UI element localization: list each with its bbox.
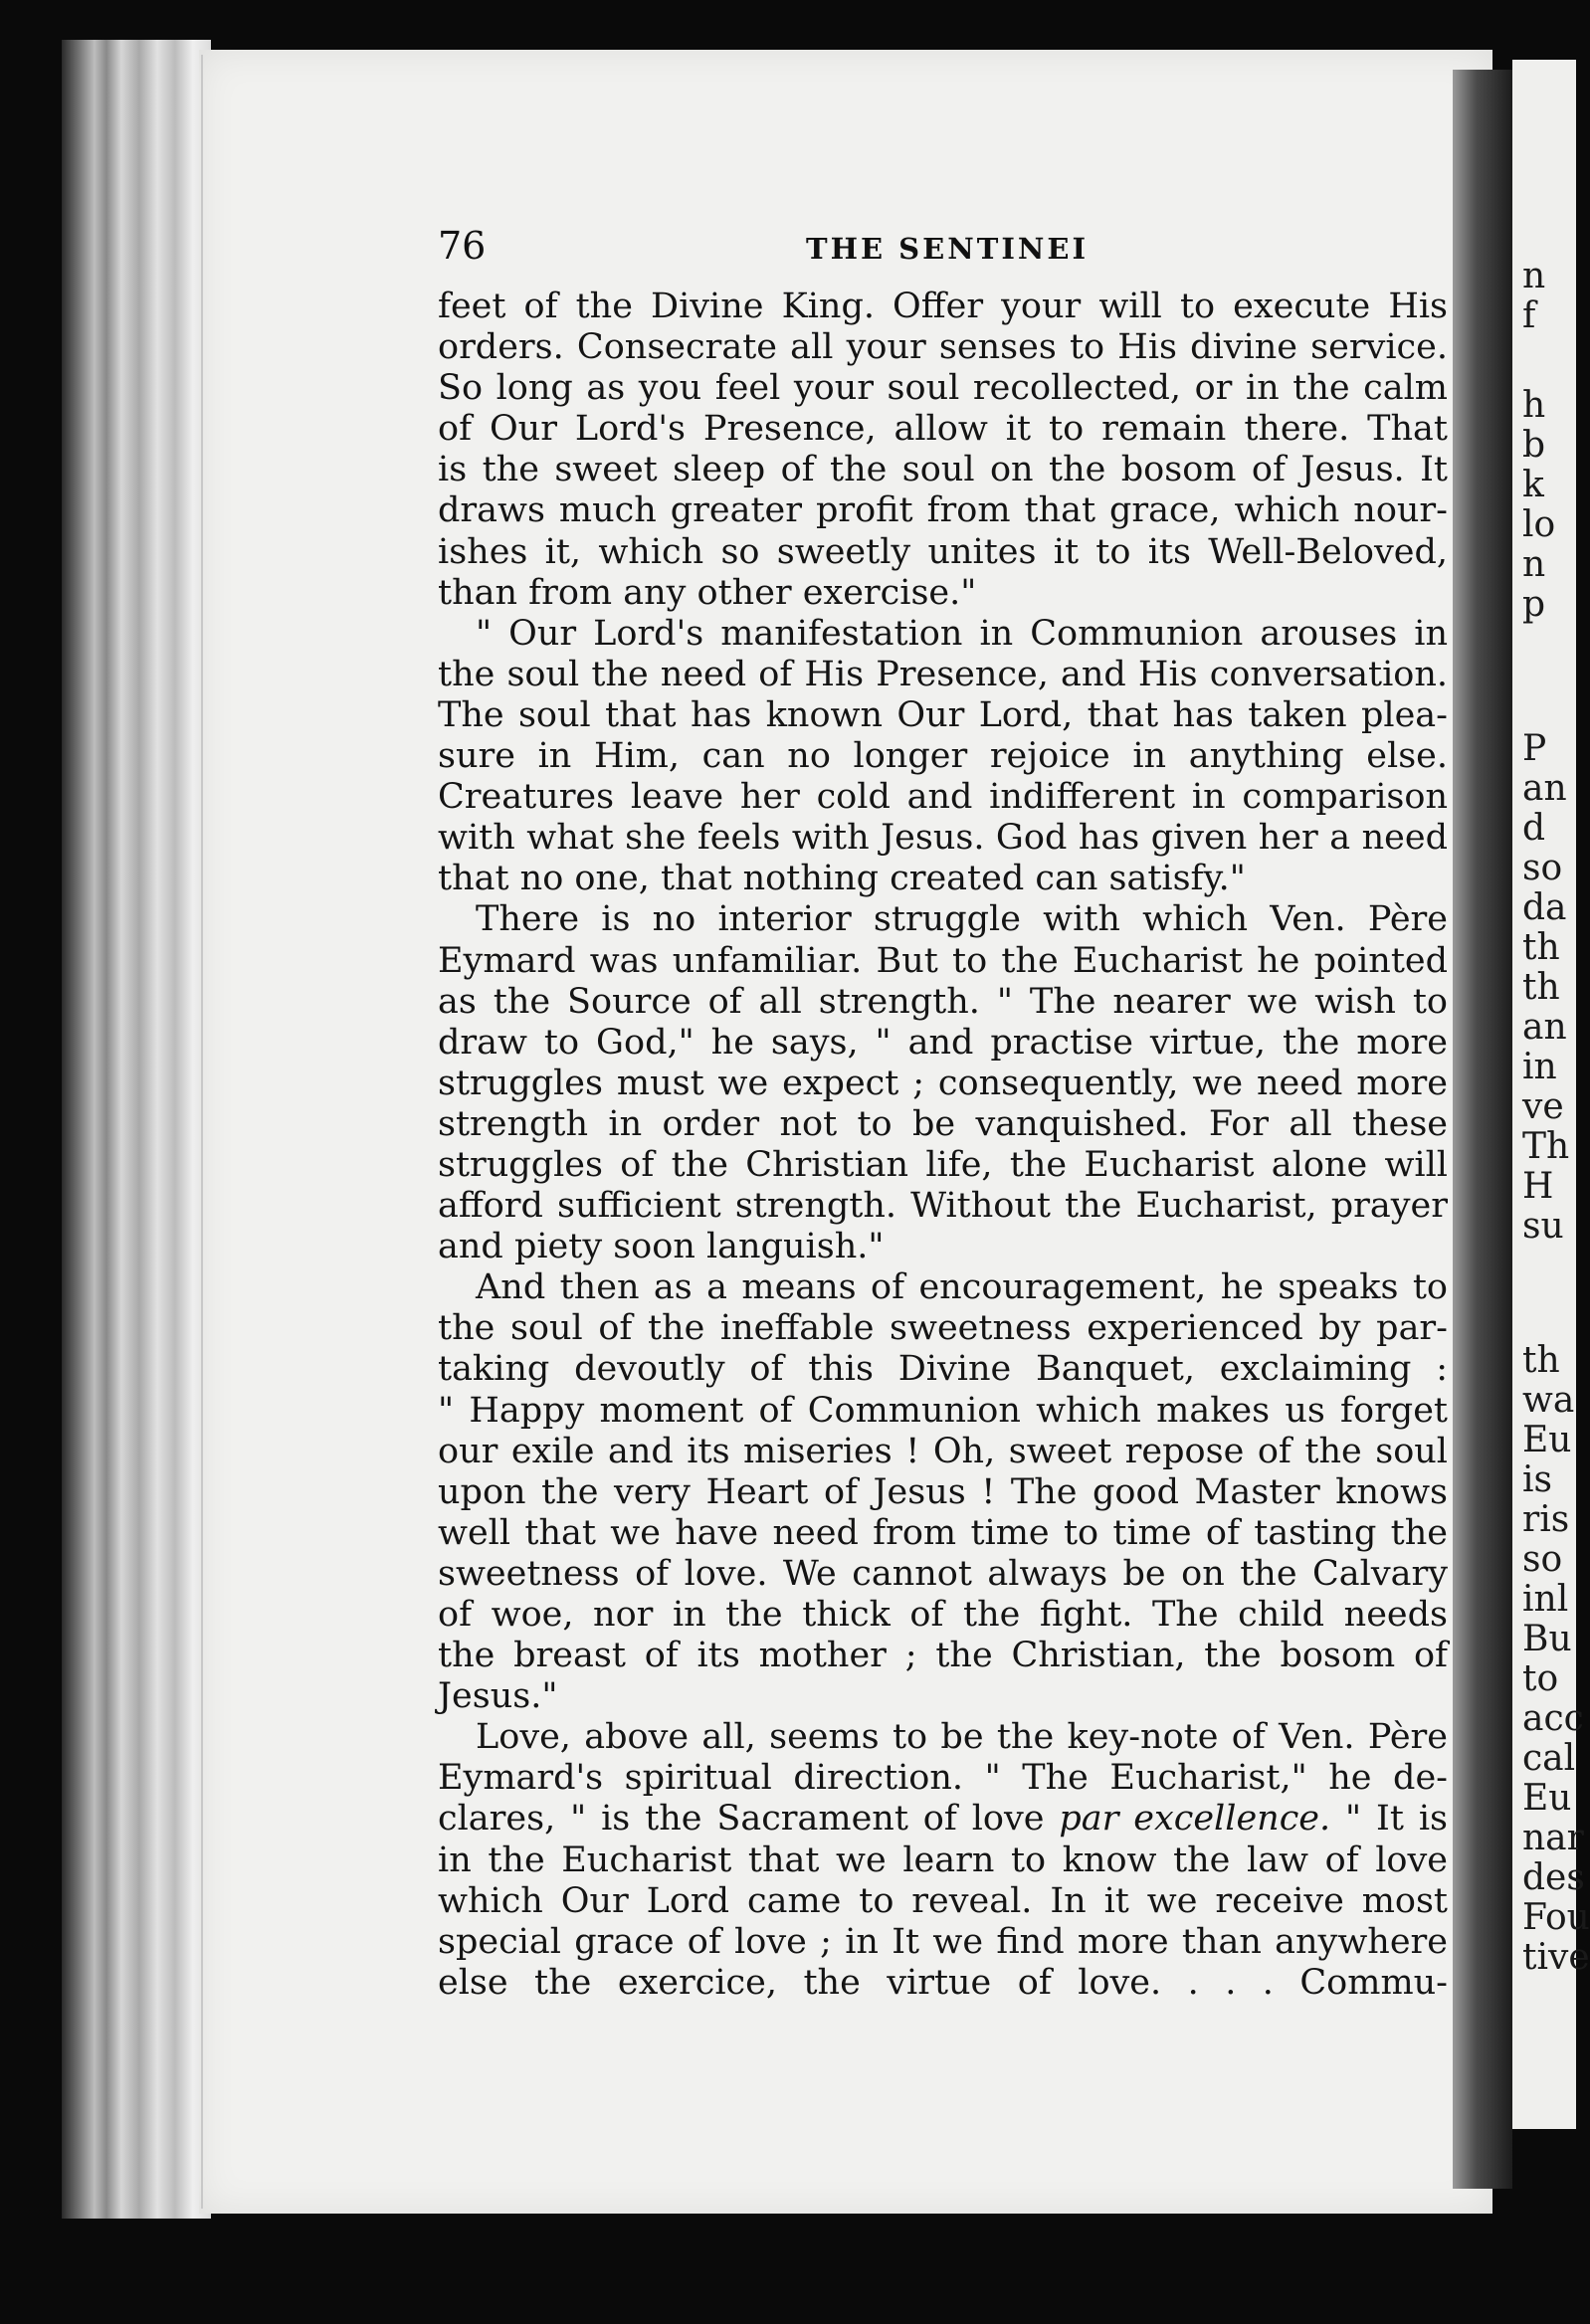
text-line: " Our Lord's manifestation in Communion arouses in <box>476 613 1448 654</box>
adjacent-page-fragment: to <box>1522 1658 1559 1699</box>
adjacent-page-fragment: des <box>1522 1857 1585 1898</box>
adjacent-page-fragment: is <box>1522 1459 1552 1500</box>
text-line: sweetness of love. We cannot always be on the Calvary <box>438 1553 1448 1594</box>
text-line: special grace of love ; in It we find more than anywhere <box>438 1921 1448 1962</box>
text-line: There is no interior struggle with which Ven. Père <box>476 899 1448 940</box>
adjacent-page-fragment: n <box>1522 256 1546 296</box>
adjacent-page-fragment: P <box>1522 728 1547 769</box>
page-border-line <box>201 55 203 2209</box>
text-line: in the Eucharist that we learn to know the law of love <box>438 1840 1448 1880</box>
adjacent-page-fragment: cal <box>1522 1738 1576 1779</box>
text-line: Eymard was unfamiliar. But to the Eucharist he pointed <box>438 940 1448 981</box>
text-line: than from any other exercise." <box>438 572 977 613</box>
text-line: " Happy moment of Communion which makes us forget <box>438 1390 1448 1431</box>
text-line: the soul the need of His Presence, and His conversation. <box>438 654 1448 694</box>
text-line: upon the very Heart of Jesus ! The good Master knows <box>438 1471 1448 1512</box>
text-line: The soul that has known Our Lord, that has taken plea- <box>438 694 1448 735</box>
text-line: the soul of the ineffable sweetness experienced by par- <box>438 1308 1448 1349</box>
text-line: is the sweet sleep of the soul on the bosom of Jesus. It <box>438 450 1448 490</box>
adjacent-page-fragment: ve <box>1522 1086 1564 1127</box>
adjacent-page-fragment: su <box>1522 1206 1564 1247</box>
adjacent-page-fragment: H <box>1522 1166 1554 1207</box>
adjacent-page-fragment: in <box>1522 1047 1557 1087</box>
adjacent-page-fragment: inl <box>1522 1579 1569 1620</box>
adjacent-page-fragment: Th <box>1522 1126 1570 1167</box>
text-line-mixed <box>438 1799 1448 1840</box>
adjacent-page-fragment: Eu <box>1522 1778 1572 1819</box>
adjacent-page-fragment: Fou <box>1522 1897 1590 1938</box>
text-segment: " It is <box>1330 1799 1448 1840</box>
text-line: So long as you feel your soul recollected, or in the calm <box>438 368 1448 409</box>
adjacent-page-fragment: p <box>1522 584 1546 625</box>
page-number: 76 <box>438 224 487 268</box>
text-line: that no one, that nothing created can satisfy." <box>438 859 1246 899</box>
text-line: draws much greater profit from that grace, which nour- <box>438 490 1448 531</box>
adjacent-page-fragment: Eu <box>1522 1420 1572 1460</box>
text-segment: clares, " is the Sacrament of love <box>438 1799 1045 1840</box>
adjacent-page-fragment: tive <box>1522 1937 1590 1978</box>
adjacent-page-fragment: acc <box>1522 1698 1584 1739</box>
adjacent-page-fragment: wa <box>1522 1380 1575 1421</box>
text-line: Love, above all, seems to be the key-note of Ven. Père <box>476 1717 1448 1758</box>
adjacent-page-fragment: an <box>1522 768 1567 809</box>
adjacent-page-fragment: ris <box>1522 1499 1570 1540</box>
text-line: strength in order not to be vanquished. For all these <box>438 1103 1448 1144</box>
adjacent-page-fragment: so <box>1522 848 1563 888</box>
text-line: of Our Lord's Presence, allow it to remain there. That <box>438 409 1448 450</box>
text-line: Jesus." <box>438 1676 558 1717</box>
adjacent-page-fragment: d <box>1522 808 1546 849</box>
adjacent-page-fragment: so <box>1522 1539 1563 1580</box>
text-line: And then as a means of encouragement, he speaks to <box>476 1267 1448 1308</box>
adjacent-page-fragment: n <box>1522 544 1546 585</box>
adjacent-page-fragment: h <box>1522 385 1546 426</box>
adjacent-page-fragment: th <box>1522 927 1560 968</box>
spine-shadow <box>1453 70 1512 2189</box>
adjacent-page-fragment: k <box>1522 465 1544 505</box>
text-line: struggles must we expect ; consequently, we need more <box>438 1063 1448 1103</box>
text-line: well that we have need from time to time of tasting the <box>438 1512 1448 1553</box>
text-line: Creatures leave her cold and indifferent in comparison <box>438 777 1448 818</box>
text-line: sure in Him, can no longer rejoice in anything else. <box>438 736 1448 777</box>
page-header <box>438 224 1448 274</box>
adjacent-page-fragment: nar <box>1522 1818 1584 1858</box>
text-line: feet of the Divine King. Offer your will to execute His <box>438 287 1448 326</box>
text-line: Eymard's spiritual direction. " The Eucharist," he de- <box>438 1758 1448 1799</box>
text-line: the breast of its mother ; the Christian, the bosom of <box>438 1636 1448 1676</box>
adjacent-page-fragment: th <box>1522 1340 1560 1381</box>
page-edges <box>62 40 211 2219</box>
text-line: our exile and its miseries ! Oh, sweet repose of the soul <box>438 1431 1448 1471</box>
adjacent-page-fragment: da <box>1522 887 1567 928</box>
running-head: THE SENTINEI <box>806 232 1090 266</box>
body-text <box>438 287 1448 2004</box>
text-line: and piety soon languish." <box>438 1227 885 1267</box>
adjacent-page-fragment: an <box>1522 1007 1567 1048</box>
text-line: taking devoutly of this Divine Banquet, exclaiming : <box>438 1349 1448 1390</box>
text-line: which Our Lord came to reveal. In it we receive most <box>438 1880 1448 1921</box>
text-line: orders. Consecrate all your senses to His divine service. <box>438 327 1448 368</box>
text-line: struggles of the Christian life, the Eucharist alone will <box>438 1144 1448 1185</box>
adjacent-page-fragment: f <box>1522 295 1536 336</box>
adjacent-page <box>1512 60 1590 2129</box>
text-line: afford sufficient strength. Without the Eucharist, prayer <box>438 1186 1448 1227</box>
text-line: draw to God," he says, " and practise virtue, the more <box>438 1022 1448 1063</box>
text-line: as the Source of all strength. " The nearer we wish to <box>438 981 1448 1022</box>
text-line: of woe, nor in the thick of the fight. The child needs <box>438 1595 1448 1635</box>
italic-phrase: par excellence. <box>1059 1799 1331 1840</box>
text-line: ishes it, which so sweetly unites it to its Well-Beloved, <box>438 531 1448 572</box>
adjacent-page-fragment: b <box>1522 425 1546 466</box>
adjacent-page-fragment: lo <box>1522 504 1556 545</box>
text-line: else the exercice, the virtue of love. . . . Commu- <box>438 1962 1448 2003</box>
text-line: with what she feels with Jesus. God has given her a need <box>438 818 1448 859</box>
adjacent-page-fragment: th <box>1522 967 1560 1008</box>
adjacent-page-fragment: Bu <box>1522 1619 1572 1659</box>
